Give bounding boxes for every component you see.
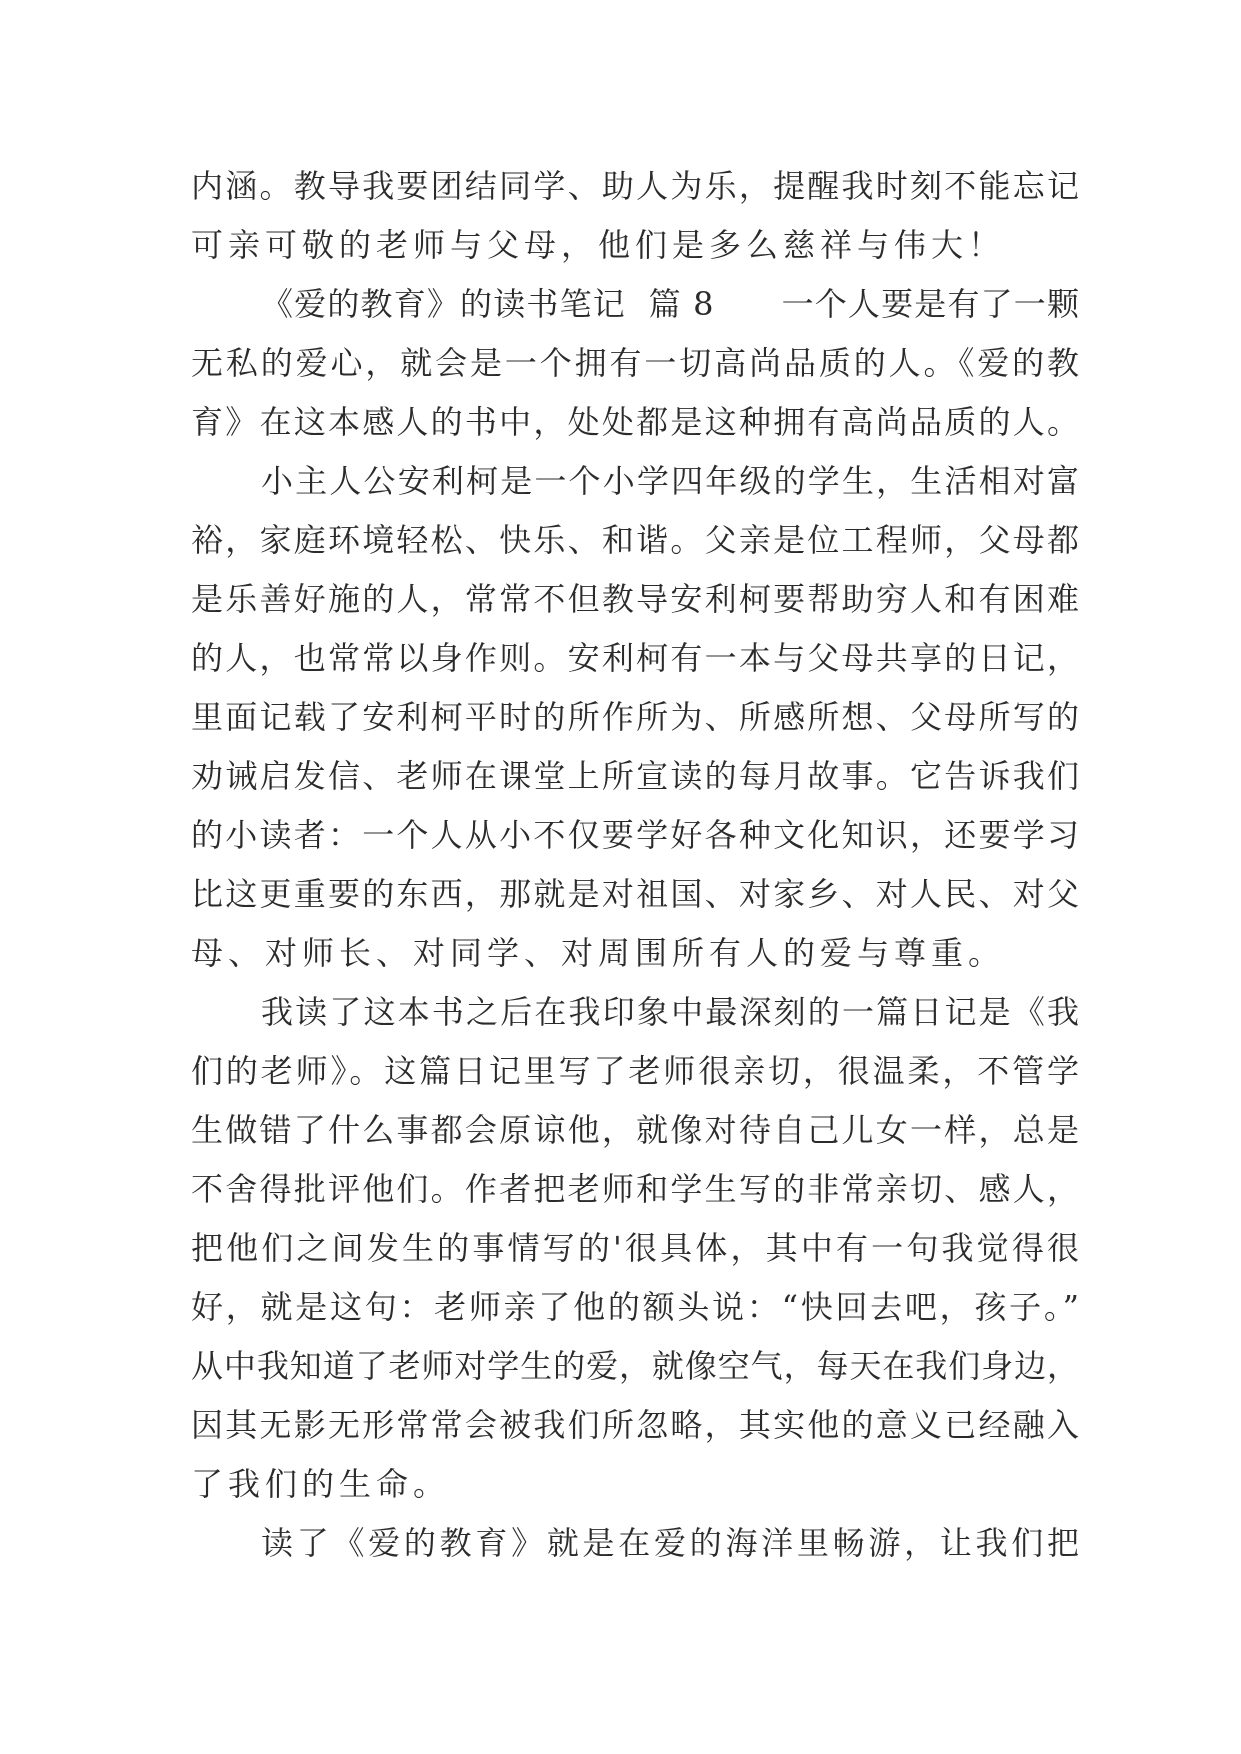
text-line: 因其无影无形常常会被我们所忽略，其实他的意义已经融入 [191,1406,1079,1444]
section-heading-line: 《爱的教育》的读书笔记 篇 8 一个人要是有了一颗 [261,285,1079,323]
text-line: 是乐善好施的人，常常不但教导安利柯要帮助穷人和有困难 [191,580,1079,618]
text-line: 母、对师长、对同学、对周围所有人的爱与尊重。 [191,934,1006,972]
text-line: 把他们之间发生的事情写的'很具体，其中有一句我觉得很 [191,1229,1079,1267]
text-line: 小主人公安利柯是一个小学四年级的学生，生活相对富 [261,462,1079,500]
text-line: 的小读者：一个人从小不仅要学好各种文化知识，还要学习 [191,816,1079,854]
text-line: 内涵。教导我要团结同学、助人为乐，提醒我时刻不能忘记 [191,167,1079,205]
text-line: 裕，家庭环境轻松、快乐、和谐。父亲是位工程师，父母都 [191,521,1079,559]
text-line: 的人，也常常以身作则。安利柯有一本与父母共享的日记， [191,639,1079,677]
text-line: 比这更重要的东西，那就是对祖国、对家乡、对人民、对父 [191,875,1079,913]
body-text [191,157,1079,1573]
text-line: 里面记载了安利柯平时的所作所为、所感所想、父母所写的 [191,698,1079,736]
text-line: 们的老师》。这篇日记里写了老师很亲切，很温柔，不管学 [191,1052,1079,1090]
text-line: 劝诫启发信、老师在课堂上所宣读的每月故事。它告诉我们 [191,757,1079,795]
text-line: 从中我知道了老师对学生的爱，就像空气，每天在我们身边， [191,1347,1079,1385]
text-line: 好，就是这句：老师亲了他的额头说：“快回去吧，孩子。” [191,1288,1079,1326]
text-line: 可亲可敬的老师与父母，他们是多么慈祥与伟大！ [191,226,1006,264]
text-line: 生做错了什么事都会原谅他，就像对待自己儿女一样，总是 [191,1111,1079,1149]
text-line: 读了《爱的教育》就是在爱的海洋里畅游，让我们把 [261,1524,1079,1562]
text-line: 无私的爱心，就会是一个拥有一切高尚品质的人。《爱的教 [191,344,1079,382]
text-line: 我读了这本书之后在我印象中最深刻的一篇日记是《我 [261,993,1079,1031]
text-line: 了我们的生命。 [191,1465,451,1503]
text-line: 不舍得批评他们。作者把老师和学生写的非常亲切、感人， [191,1170,1079,1208]
text-line: 育》在这本感人的书中，处处都是这种拥有高尚品质的人。 [191,403,1079,441]
